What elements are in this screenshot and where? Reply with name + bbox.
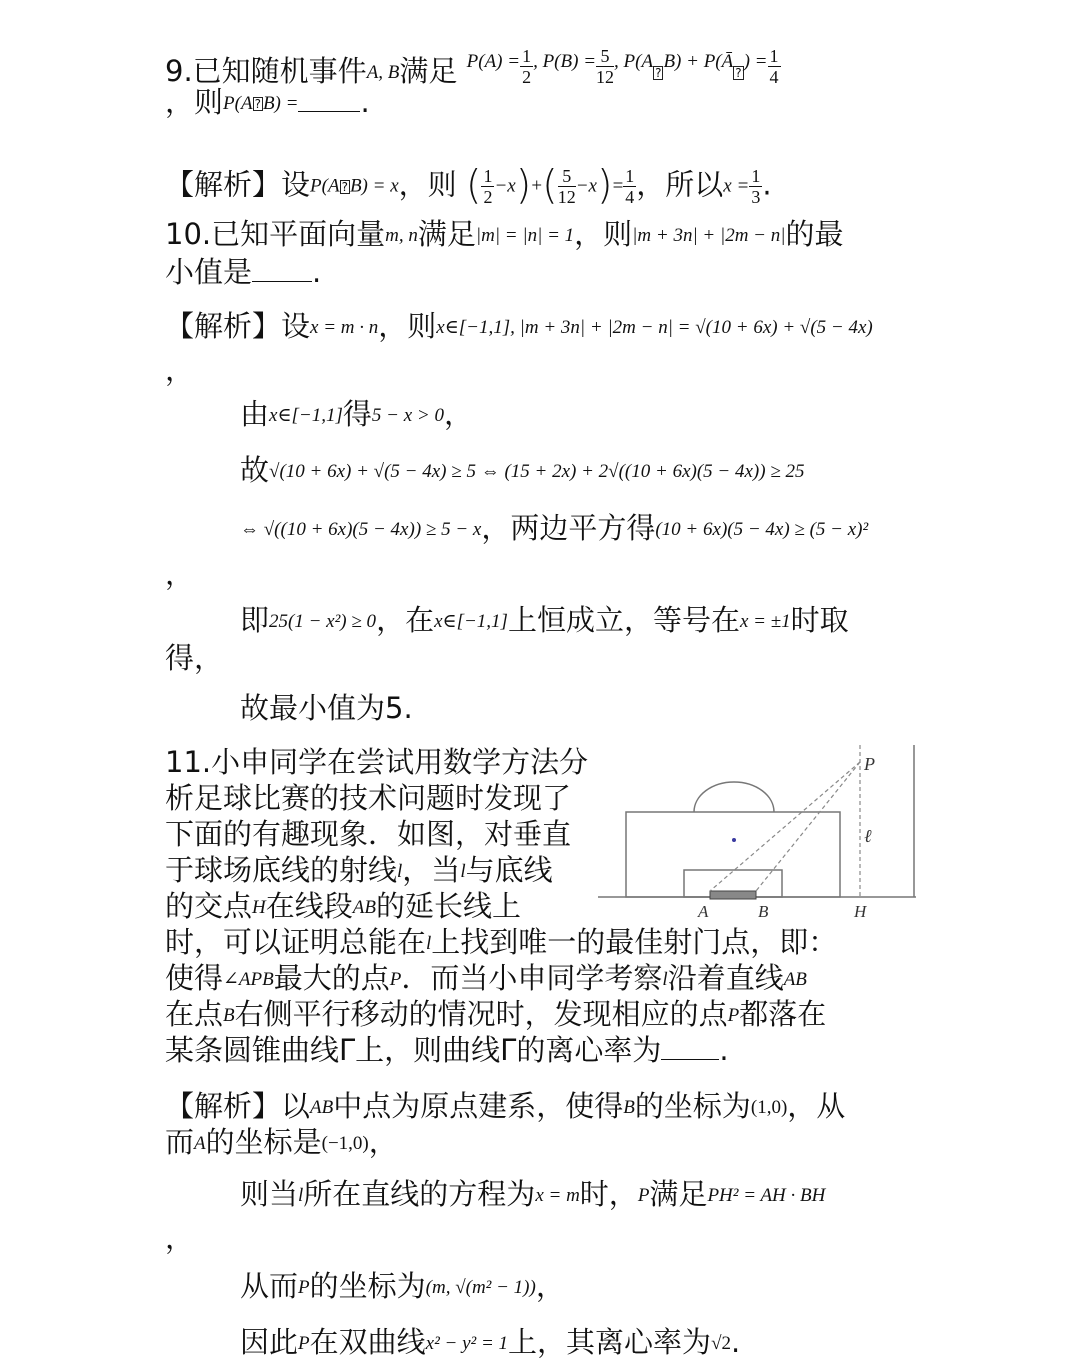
q11-line5: 的交点H在线段AB的延长线上 bbox=[165, 889, 521, 923]
q11-line9: 某条圆锥曲线Γ上，则曲线Γ的离心率为 . bbox=[165, 1033, 729, 1067]
q11-sol-2: 而A的坐标是(−1,0)， bbox=[165, 1125, 398, 1159]
q11-line2: 析足球比赛的技术问题时发现了 bbox=[165, 781, 572, 815]
q9-line1: 9.已知随机事件A, B满足 $^{P(A) =}$ $\frac{1}{2}$ $^{, P(B) =}$ $\frac{5}{12}$ $^{, P(A}$?$^{B) + P(Ā}$?) = $\frac{1}{4}$ bbox=[165, 46, 779, 88]
q10-sol-comma2: ， bbox=[165, 557, 195, 591]
placeholder-icon: ? bbox=[254, 97, 261, 111]
fig-label-p: P bbox=[864, 754, 875, 774]
q10-line2: 小值是 . bbox=[165, 255, 322, 289]
placeholder-icon: ? bbox=[735, 66, 742, 80]
soccer-field-diagram bbox=[598, 740, 916, 920]
q11-sol-4: 从而P的坐标为(m, √(m² − 1))， bbox=[240, 1269, 565, 1303]
fig-label-a: A bbox=[698, 902, 709, 920]
q11-line6: 时，可以证明总能在l上找到唯一的最佳射门点，即： bbox=[165, 925, 838, 959]
fig-label-l: ℓ bbox=[864, 826, 872, 846]
fig-label-b: B bbox=[758, 902, 769, 920]
q11-sol-3: 则当l所在直线的方程为x = m时，P满足PH² = AH · BH bbox=[240, 1177, 826, 1211]
q10-sol-4: ⇔ √((10 + 6x)(5 − 4x)) ≥ 5 − x，两边平方得(10 + 6x)(5 − 4x) ≥ (5 − x)² bbox=[240, 511, 869, 545]
q11-line3: 下面的有趣现象．如图，对垂直 bbox=[165, 817, 572, 851]
q9-solution: 【解析】设P(A ? B) = x，则 ( $\frac{1}{2}$ −x)+( $\frac{5}{12}$ −x)= $\frac{1}{4}$ ，所以x = $\frac{1}{3}$ . bbox=[165, 162, 772, 209]
q11-sol-comma: ， bbox=[165, 1221, 195, 1255]
q11-line1: 11.小申同学在尝试用数学方法分 bbox=[165, 745, 589, 779]
q10-line1: 10.已知平面向量m, n满足|m| = |n| = 1，则|m + 3n| + |2m − n|的最 bbox=[165, 217, 844, 251]
q11-sol-5: 因此P在双曲线x² − y² = 1上，其离心率为√2. bbox=[240, 1325, 741, 1359]
q10-sol-1: 【解析】设x = m · n，则x∈[−1,1], |m + 3n| + |2m − n| = √(10 + 6x) + √(5 − 4x) bbox=[165, 309, 873, 343]
q11-line8: 在点B右侧平行移动的情况时，发现相应的点P都落在 bbox=[165, 997, 827, 1031]
placeholder-icon: ? bbox=[341, 179, 348, 194]
q10-sol-comma: ， bbox=[165, 353, 195, 387]
q10-sol-5: 即25(1 − x²) ≥ 0，在x∈[−1,1]上恒成立，等号在x = ±1时取 bbox=[240, 603, 849, 637]
answer-blank bbox=[298, 85, 360, 112]
q11-sol-1: 【解析】以AB中点为原点建系，使得B的坐标为(1,0)，从 bbox=[165, 1089, 846, 1123]
answer-blank bbox=[252, 255, 312, 282]
q10-sol-2: 由x∈[−1,1]得5 − x > 0， bbox=[240, 397, 473, 431]
q10-sol-5b: 得， bbox=[165, 641, 224, 675]
q10-sol-6: 故最小值为5. bbox=[240, 691, 413, 725]
q11-line7: 使得∠APB最大的点P．而当小申同学考察l沿着直线AB bbox=[165, 961, 807, 995]
q10-sol-3: 故√(10 + 6x) + √(5 − 4x) ≥ 5 ⇔ (15 + 2x) + 2√((10 + 6x)(5 − 4x)) ≥ 25 bbox=[240, 453, 805, 487]
answer-blank bbox=[661, 1033, 719, 1060]
placeholder-icon: ? bbox=[655, 66, 662, 80]
fig-label-h: H bbox=[854, 902, 867, 920]
q9-line2: ，则P(A ? B) = . bbox=[165, 85, 370, 119]
q11-line4: 于球场底线的射线l，当l与底线 bbox=[165, 853, 553, 887]
